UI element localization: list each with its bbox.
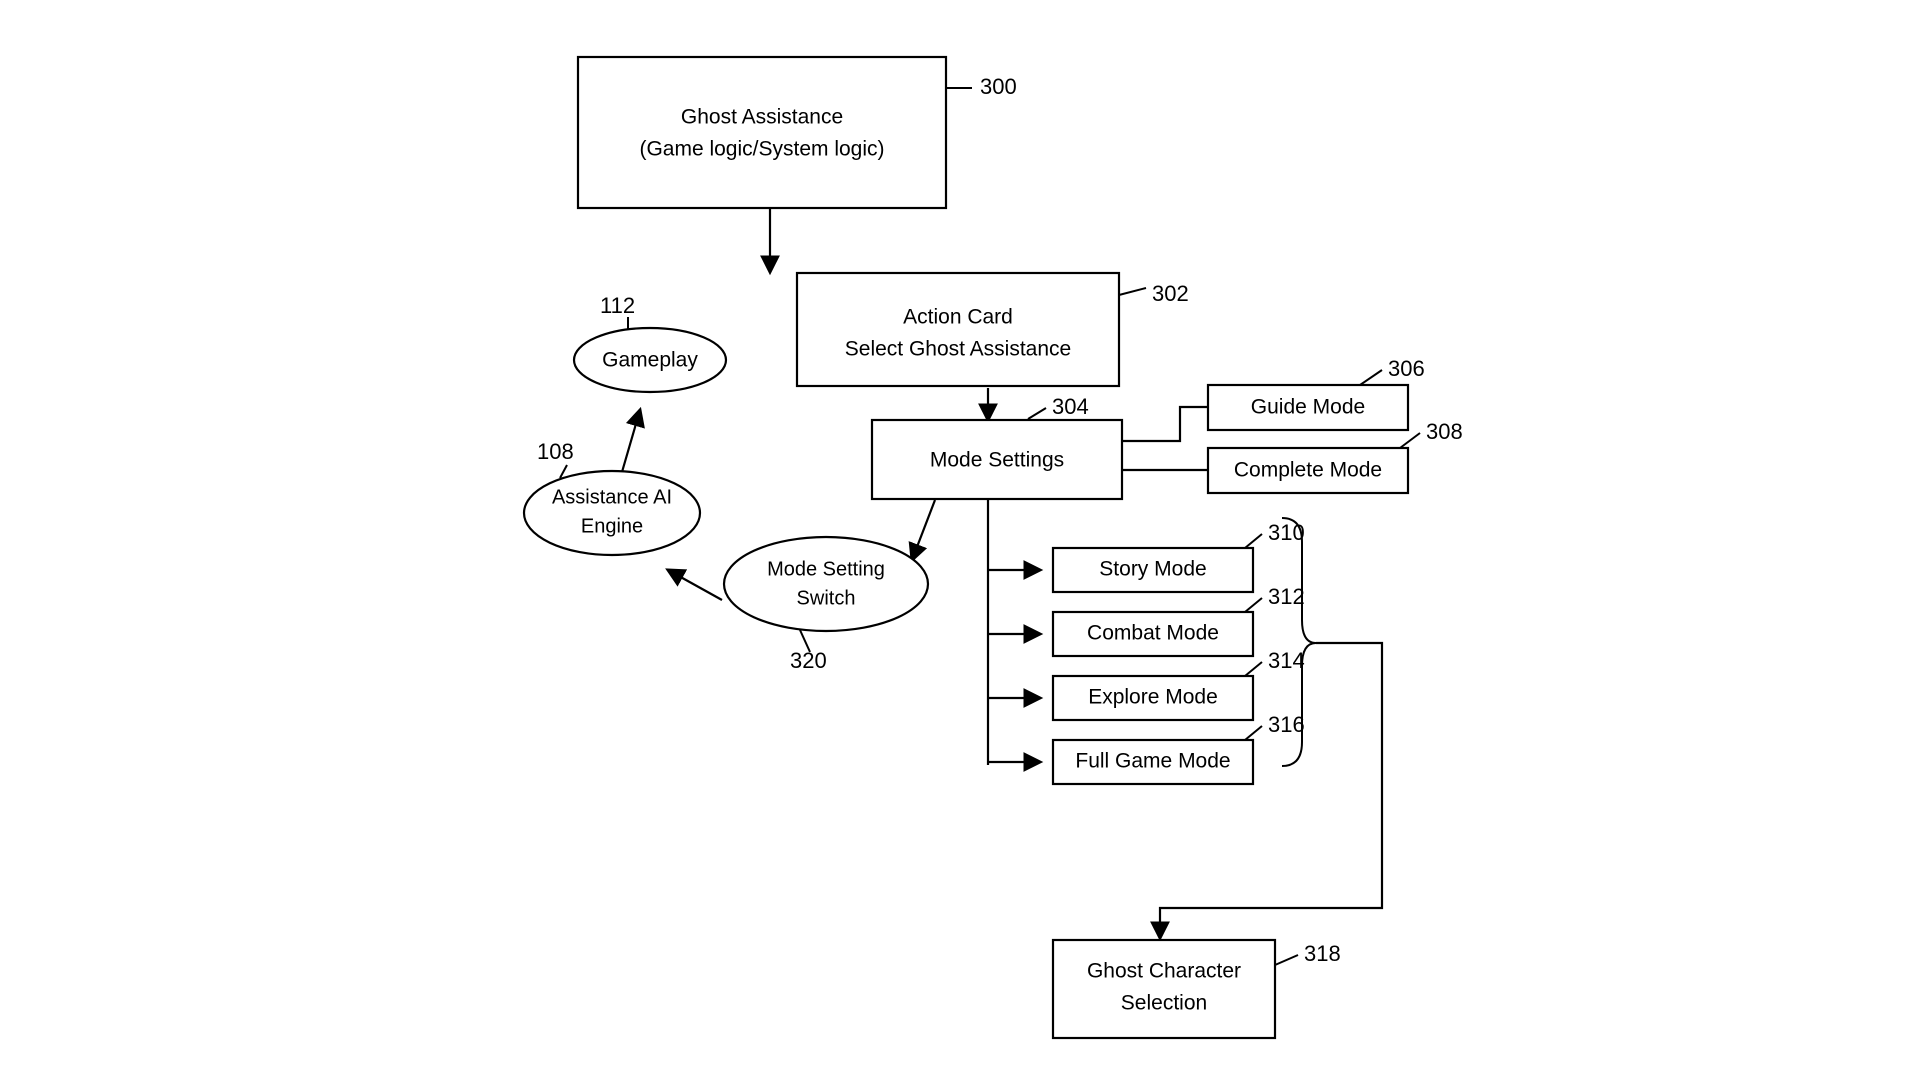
node-action-card[interactable] — [797, 273, 1119, 386]
node-assistance-ai-engine-label-line2: Engine — [580, 515, 644, 538]
node-action-card-label-line1: Action Card — [903, 305, 1013, 329]
ref-304: 304 — [1052, 393, 1089, 419]
ref-108: 108 — [537, 438, 574, 464]
node-ghost-assistance-label-line1: Ghost Assistance — [680, 105, 844, 129]
leader-312 — [1245, 598, 1262, 612]
ref-312: 312 — [1268, 583, 1305, 609]
leader-316 — [1245, 726, 1262, 740]
ref-302: 302 — [1152, 280, 1189, 306]
node-mode-settings-label: Mode Settings — [929, 448, 1065, 472]
leader-314 — [1245, 662, 1262, 676]
ref-320: 320 — [790, 647, 827, 673]
node-ghost-character-selection[interactable] — [1053, 940, 1275, 1038]
node-story-mode-label: Story Mode — [1099, 557, 1207, 581]
node-mode-setting-switch-label-line2: Switch — [796, 587, 856, 610]
leader-310 — [1245, 534, 1262, 548]
leader-318 — [1275, 955, 1298, 965]
node-explore-mode-label: Explore Mode — [1088, 685, 1218, 709]
node-full-game-mode-label: Full Game Mode — [1075, 749, 1231, 773]
node-combat-mode-label: Combat Mode — [1087, 621, 1219, 645]
node-gameplay-label: Gameplay — [602, 348, 698, 372]
node-assistance-ai-engine-label-line1: Assistance AI — [551, 486, 673, 509]
ref-112: 112 — [600, 292, 636, 318]
leader-302 — [1119, 288, 1146, 295]
edge-assistance-ai-engine-to-gameplay — [622, 410, 640, 472]
ref-308: 308 — [1426, 418, 1463, 444]
node-ghost-character-selection-label-line1: Ghost Character — [1086, 959, 1242, 983]
ref-306: 306 — [1388, 355, 1425, 381]
edge-mode-settings-to-mode-setting-switch — [912, 500, 935, 560]
node-action-card-label-line2: Select Ghost Assistance — [844, 337, 1072, 361]
node-mode-setting-switch[interactable] — [724, 537, 928, 631]
ref-310: 310 — [1268, 519, 1305, 545]
leader-306 — [1360, 370, 1382, 385]
leader-304 — [1028, 408, 1046, 419]
edge-mode-settings-to-guide-mode — [1122, 407, 1208, 441]
leader-308 — [1400, 433, 1420, 448]
node-ghost-assistance-label-line2: (Game logic/System logic) — [639, 137, 885, 161]
ref-300: 300 — [980, 73, 1017, 99]
node-assistance-ai-engine[interactable] — [524, 471, 700, 555]
node-complete-mode-label: Complete Mode — [1233, 458, 1383, 482]
edge-mode-setting-switch-to-assistance-ai-engine — [668, 570, 722, 600]
ref-316: 316 — [1268, 711, 1305, 737]
node-ghost-character-selection-label-line2: Selection — [1120, 991, 1208, 1015]
node-guide-mode-label: Guide Mode — [1250, 395, 1366, 419]
node-mode-setting-switch-label-line1: Mode Setting — [767, 558, 885, 581]
ref-318: 318 — [1304, 940, 1341, 966]
node-ghost-assistance[interactable] — [578, 57, 946, 208]
ref-314: 314 — [1268, 647, 1305, 673]
